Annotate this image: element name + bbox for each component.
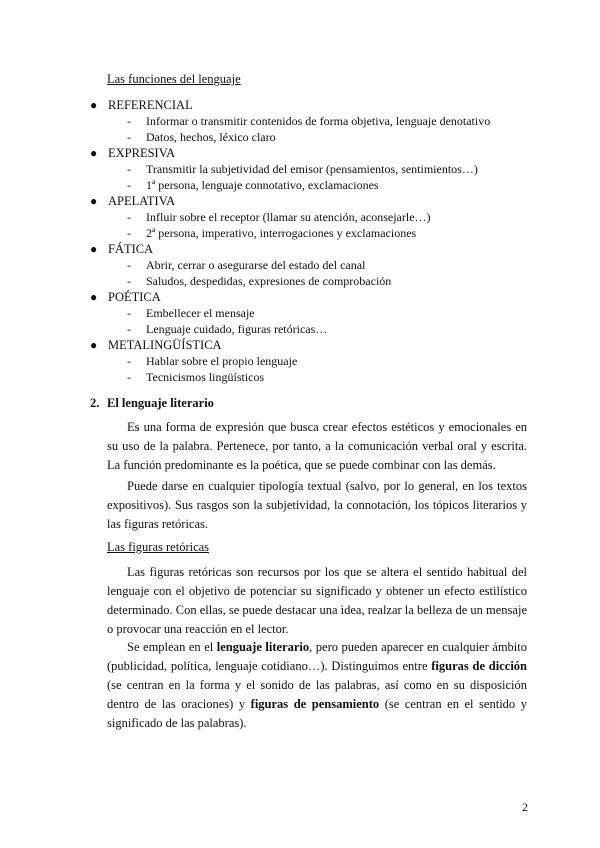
- function-details: [90, 209, 530, 241]
- section-number: 2.: [90, 396, 100, 410]
- para4-text-2: , pero pueden aparecer en cualquier ámbito (publicidad, política, lenguaje cotidiano…). Distinguimos entre: [107, 640, 527, 673]
- function-name: REFERENCIAL: [108, 98, 193, 112]
- section-title: El lenguaje literario: [107, 396, 214, 410]
- function-item: [90, 241, 530, 289]
- function-item: [90, 145, 530, 193]
- bullet-icon: ●: [90, 290, 98, 304]
- bullet-icon: ●: [90, 98, 98, 112]
- function-detail-item: [90, 113, 530, 129]
- function-details: [90, 113, 530, 145]
- para4-bold-1: lenguaje literario: [216, 640, 310, 654]
- function-detail-item: [90, 257, 530, 273]
- function-details: [90, 257, 530, 289]
- dash-marker: -: [127, 322, 131, 336]
- function-detail-item: [90, 321, 530, 337]
- dash-marker: -: [127, 114, 131, 128]
- function-item: [90, 193, 530, 241]
- function-detail-item: [90, 305, 530, 321]
- function-detail-text: Tecnicismos lingüísticos: [146, 370, 265, 384]
- function-detail-item: [90, 353, 530, 369]
- dash-marker: -: [127, 162, 131, 176]
- function-detail-text: Lenguaje cuidado, figuras retóricas…: [146, 322, 328, 336]
- para4-bold-3: figuras de pensamiento: [250, 697, 380, 711]
- function-detail-item: [90, 273, 530, 289]
- function-detail-item: [90, 177, 530, 193]
- para4-text-1: Se emplean en el: [127, 640, 217, 654]
- para4-bold-2: figuras de dicción: [431, 659, 527, 673]
- paragraph-tipologia: Puede darse en cualquier tipología textual (salvo, por lo general, en los textos expositivos). Sus rasgos son la subjetividad, la connotación, los tópicos literarios y las figuras retóricas.: [107, 479, 527, 531]
- function-item: [90, 289, 530, 337]
- dash-marker: -: [127, 210, 131, 224]
- dash-marker: -: [127, 306, 131, 320]
- function-detail-item: [90, 369, 530, 385]
- function-detail-item: [90, 161, 530, 177]
- functions-list: [90, 97, 530, 385]
- para4-text-3: (se centran en la forma y el sonido de las palabras, así como en su disposición dentro de las oraciones) y: [107, 678, 527, 711]
- function-detail-text: 2ª persona, imperativo, interrogaciones y exclamaciones: [146, 226, 417, 240]
- function-detail-text: Hablar sobre el propio lenguaje: [146, 354, 298, 368]
- function-detail-item: [90, 129, 530, 145]
- section-heading: [90, 396, 214, 411]
- function-detail-text: Datos, hechos, léxico claro: [146, 130, 276, 144]
- function-details: [90, 353, 530, 385]
- function-detail-text: Informar o transmitir contenidos de forma objetiva, lenguaje denotativo: [146, 114, 491, 128]
- bullet-icon: ●: [90, 146, 98, 160]
- paragraph-figuras: Las figuras retóricas son recursos por los que se altera el sentido habitual del lenguaje con el objetivo de potenciar su significado y obtener un efecto estilístico determinado. Con ellas, se puede destacar una idea, realzar la belleza de un mensaje o provocar una reacción en el lector.: [107, 565, 527, 636]
- bullet-icon: ●: [90, 338, 98, 352]
- function-name: METALINGÜÍSTICA: [108, 338, 222, 352]
- dash-marker: -: [127, 178, 131, 192]
- paragraph-definition: Es una forma de expresión que busca crear efectos estéticos y emocionales en su uso de la palabra. Pertenece, por tanto, a la comunicación verbal oral y escrita. La función predominante es la poética, que se puede combinar con las demás.: [107, 420, 527, 472]
- dash-marker: -: [127, 226, 131, 240]
- function-details: [90, 305, 530, 337]
- dash-marker: -: [127, 258, 131, 272]
- function-item: [90, 97, 530, 145]
- function-name: EXPRESIVA: [108, 146, 176, 160]
- function-details: [90, 161, 530, 193]
- function-detail-text: 1ª persona, lenguaje connotativo, exclamaciones: [146, 178, 379, 192]
- function-detail-text: Embellecer el mensaje: [146, 306, 255, 320]
- function-detail-text: Saludos, despedidas, expresiones de comprobación: [146, 274, 392, 288]
- figuras-subtitle: Las figuras retóricas: [107, 540, 210, 554]
- page-number: 2: [522, 800, 528, 814]
- bullet-icon: ●: [90, 242, 98, 256]
- dash-marker: -: [127, 274, 131, 288]
- function-item: [90, 337, 530, 385]
- function-name: FÁTICA: [108, 242, 154, 256]
- function-name: POÉTICA: [108, 290, 161, 304]
- bullet-icon: ●: [90, 194, 98, 208]
- function-detail-item: [90, 225, 530, 241]
- function-name: APELATIVA: [108, 194, 176, 208]
- dash-marker: -: [127, 354, 131, 368]
- para4-text-4: (se centran en el sentido y significado de las palabras).: [107, 697, 527, 730]
- dash-marker: -: [127, 370, 131, 384]
- function-detail-text: Abrir, cerrar o asegurarse del estado del canal: [146, 258, 366, 272]
- function-detail-text: Influir sobre el receptor (llamar su atención, aconsejarle…): [146, 210, 431, 224]
- function-detail-item: [90, 209, 530, 225]
- dash-marker: -: [127, 130, 131, 144]
- paragraph-empleo: [107, 638, 527, 733]
- functions-subtitle: Las funciones del lenguaje: [107, 72, 241, 86]
- function-detail-text: Transmitir la subjetividad del emisor (pensamientos, sentimientos…): [146, 162, 478, 176]
